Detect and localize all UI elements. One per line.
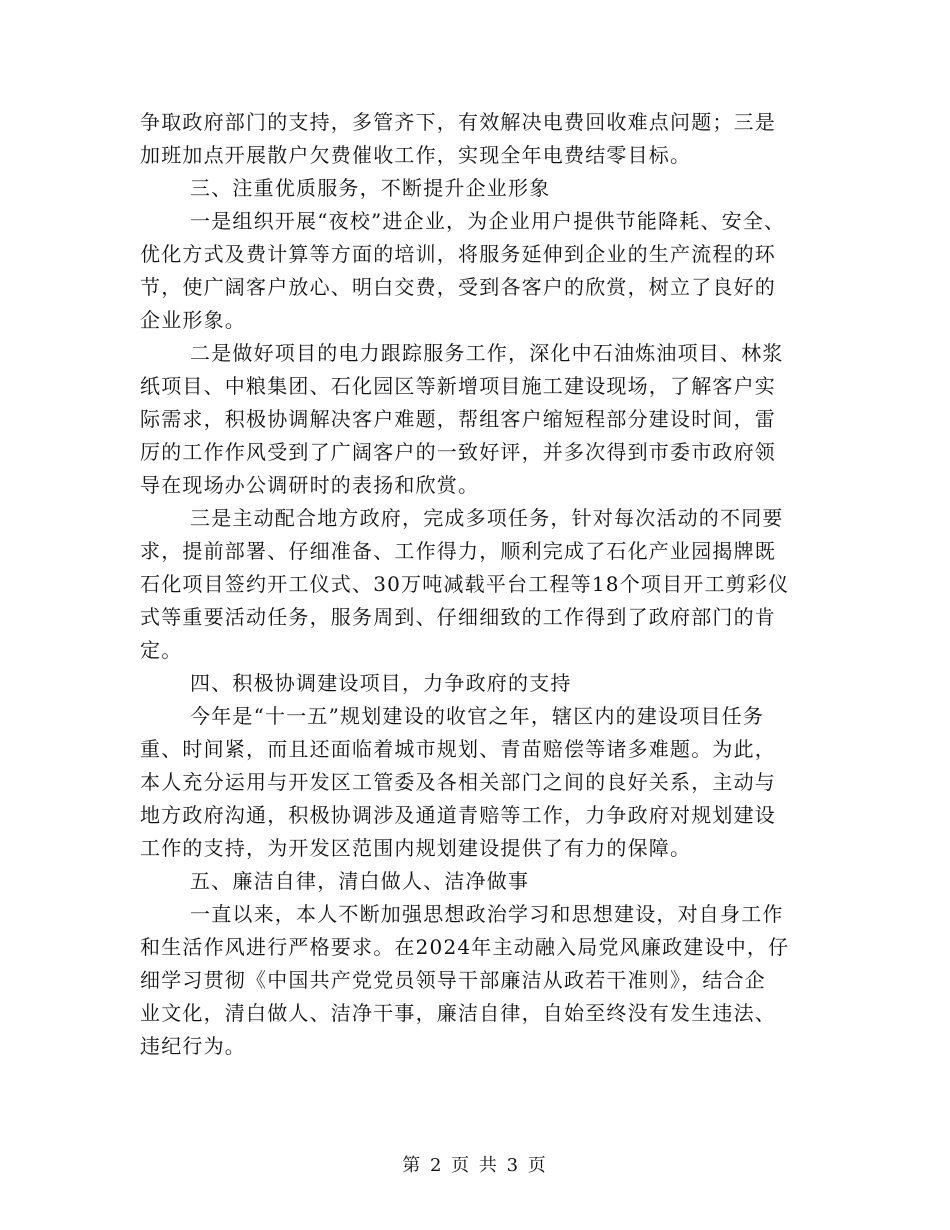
text-line: 一直以来，本人不断加强思想政治学习和思想建设，对自身工作 [190, 902, 784, 926]
text-line: 和生活作风进行严格要求。在2024年主动融入局党风廉政建设中，仔 [140, 935, 790, 959]
text-line: 式等重要活动任务，服务周到、仔细细致的工作得到了政府部门的肯 [140, 605, 776, 629]
text-line: 加班加点开展散户欠费催收工作，实现全年电费结零目标。 [140, 143, 692, 167]
text-line: 际需求，积极协调解决客户难题，帮组客户缩短程部分建设时间，雷 [140, 407, 776, 431]
text-line: 地方政府沟通，积极协调涉及通道青赔等工作，力争政府对规划建设 [140, 803, 776, 827]
text-line: 纸项目、中粮集团、石化园区等新增项目施工建设现场，了解客户实 [140, 374, 776, 398]
text-line: 三是主动配合地方政府，完成多项任务，针对每次活动的不同要 [190, 506, 784, 530]
text-line: 求，提前部署、仔细准备、工作得力，顺利完成了石化产业园揭牌既 [140, 539, 776, 563]
text-line: 违纪行为。 [140, 1034, 246, 1058]
text-line: 定。 [140, 638, 183, 662]
text-line: 本人充分运用与开发区工管委及各相关部门之间的良好关系，主动与 [140, 770, 776, 794]
text-line: 今年是“十一五”规划建设的收官之年，辖区内的建设项目任务 [190, 704, 765, 728]
text-line: 企业形象。 [140, 308, 246, 332]
page-number-footer: 第 2 页 共 3 页 [402, 1155, 548, 1176]
text-line: 石化项目签约开工仪式、30万吨减载平台工程等18个项目开工剪彩仪 [140, 572, 790, 596]
text-line: 优化方式及费计算等方面的培训，将服务延伸到企业的生产流程的环 [140, 242, 776, 266]
text-line: 争取政府部门的支持，多管齐下，有效解决电费回收难点问题；三是 [140, 110, 776, 134]
text-line: 业文化，清白做人、洁净干事，廉洁自律，自始至终没有发生违法、 [140, 1001, 776, 1025]
text-line: 五、廉洁自律，清白做人、洁净做事 [190, 869, 530, 893]
text-line: 四、积极协调建设项目，力争政府的支持 [190, 671, 572, 695]
text-line: 重、时间紧，而且还面临着城市规划、青苗赔偿等诸多难题。为此， [140, 737, 776, 761]
document-body [140, 106, 805, 1063]
text-line: 细学习贯彻《中国共产党党员领导干部廉洁从政若干准则》，结合企 [140, 968, 766, 992]
text-line: 导在现场办公调研时的表扬和欣赏。 [140, 473, 480, 497]
text-line: 节，使广阔客户放心、明白交费，受到各客户的欣赏，树立了良好的 [140, 275, 776, 299]
text-line: 一是组织开展“夜校”进企业，为企业用户提供节能降耗、安全、 [190, 209, 786, 233]
text-line: 厉的工作作风受到了广阔客户的一致好评，并多次得到市委市政府领 [140, 440, 776, 464]
text-line: 三、注重优质服务，不断提升企业形象 [190, 176, 551, 200]
text-line: 二是做好项目的电力跟踪服务工作，深化中石油炼油项目、林浆 [190, 341, 784, 365]
text-line: 工作的支持，为开发区范围内规划建设提供了有力的保障。 [140, 836, 692, 860]
